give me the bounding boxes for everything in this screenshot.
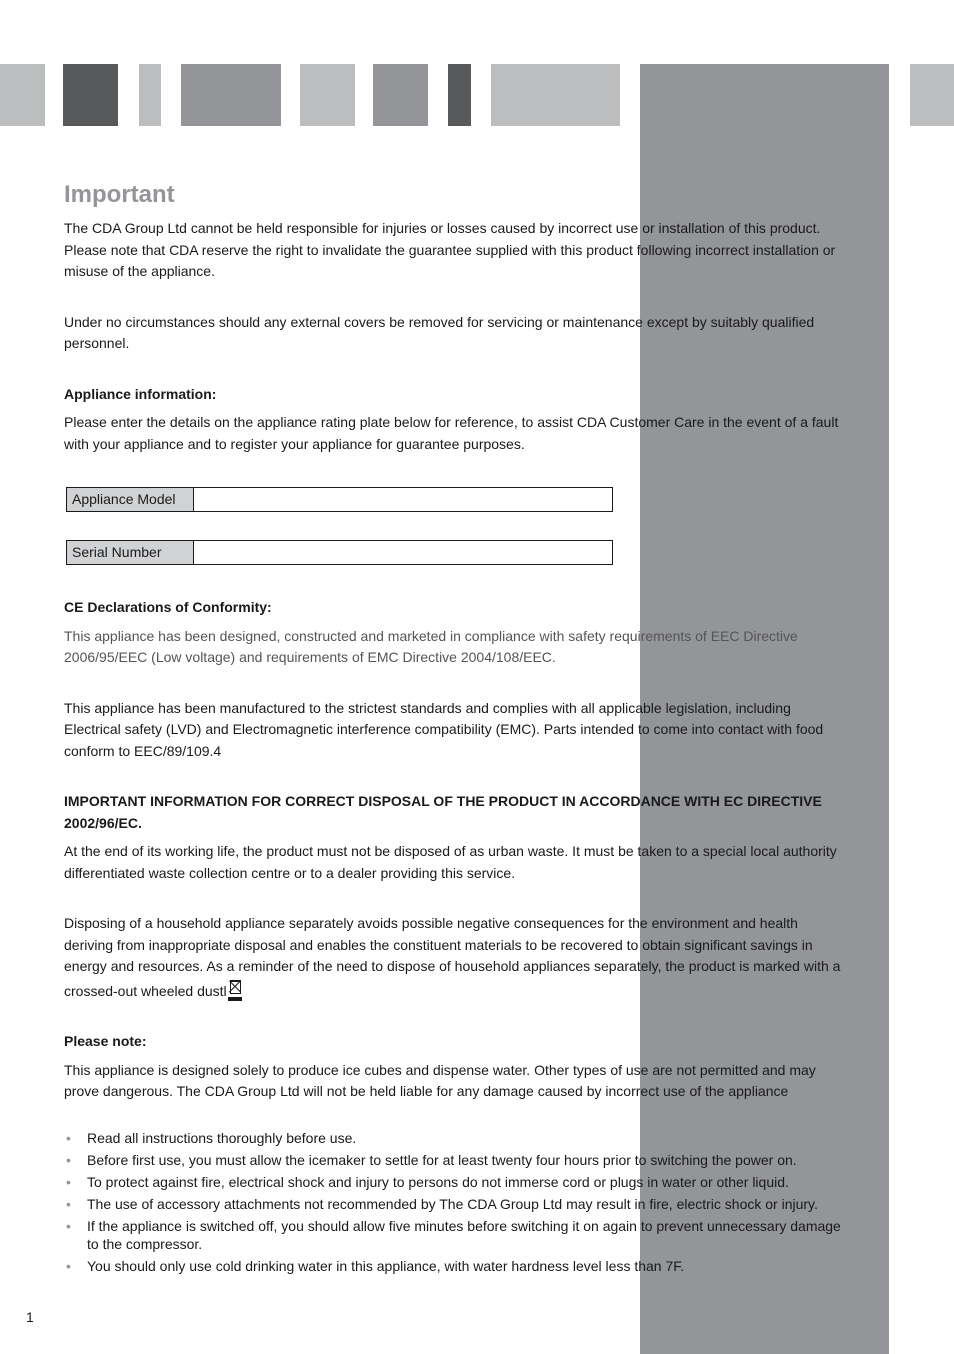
header-block-7 bbox=[448, 64, 471, 126]
list-item: • Read all instructions thoroughly before use. bbox=[66, 1129, 357, 1146]
serial-number-field bbox=[66, 540, 613, 565]
page-content bbox=[64, 180, 844, 1279]
list-item: • Before first use, you must allow the icemaker to settle for at least twenty four hours prior to switching the power on. bbox=[66, 1151, 797, 1168]
page-number: 1 bbox=[26, 1309, 34, 1325]
crossed-out-wheeled-bin-icon bbox=[227, 978, 243, 1002]
ce-heading: CE Declarations of Conformity: bbox=[64, 599, 272, 615]
bullet-icon: • bbox=[66, 1129, 71, 1146]
intro-paragraph-2: Under no circumstances should any external covers be removed for servicing or maintenance except by suitably qualified personnel. bbox=[64, 313, 815, 351]
header-block-1 bbox=[0, 64, 45, 126]
bullet-icon: • bbox=[66, 1173, 71, 1190]
header-block-2 bbox=[63, 64, 118, 126]
instruction-list bbox=[64, 1129, 844, 1275]
header-block-9 bbox=[910, 64, 954, 126]
header-block-5 bbox=[300, 64, 355, 126]
appliance-info-heading: Appliance information: bbox=[64, 385, 217, 402]
appliance-model-label: Appliance Model bbox=[67, 488, 194, 512]
please-note-heading: Please note: bbox=[64, 1033, 147, 1049]
header-block-6 bbox=[373, 64, 428, 126]
list-item: • You should only use cold drinking water in this appliance, with water hardness level less than 7F. bbox=[66, 1257, 685, 1274]
intro-paragraph-1: The CDA Group Ltd cannot be held responsible for injuries or losses caused by incorrect use or installation of this product. Please note that CDA reserve the right to invalidate the guarantee supplied with this product following incorrect installation or misuse of the appliance. bbox=[64, 220, 836, 279]
list-item: • To protect against fire, electrical shock and injury to persons do not immerse cord or plugs in water or other liquid. bbox=[66, 1173, 789, 1190]
header-block-4 bbox=[181, 64, 281, 126]
serial-number-input[interactable] bbox=[194, 541, 613, 565]
bullet-icon: • bbox=[66, 1257, 71, 1274]
please-note-text: This appliance is designed solely to produce ice cubes and dispense water. Other types of use are not permitted and may prove dangerous. The CDA Group Ltd will not be held liable for any damage caused by incorrect use of the appliance bbox=[64, 1061, 816, 1099]
disposal-paragraph-1: At the end of its working life, the product must not be disposed of as urban waste. It must be taken to a special local authority differentiated waste collection centre or to a dealer providing this service. bbox=[64, 843, 837, 881]
bullet-icon: • bbox=[66, 1195, 71, 1212]
appliance-model-input[interactable] bbox=[194, 488, 613, 512]
ce-paragraph-1: This appliance has been designed, constructed and marketed in compliance with safety requirements of EEC Directive 2006/95/EEC (Low voltage) and requirements of EMC Directive 2004/108/EEC. bbox=[64, 627, 798, 665]
header-block-8 bbox=[491, 64, 620, 126]
page-title: Important bbox=[64, 181, 175, 208]
disposal-paragraph-2-text: Disposing of a household appliance separately avoids possible negative consequences for the environment and health deriving from inappropriate disposal and enables the constituent materials to be recovered to obtain significant savings in energy and resources. As a reminder of the need to dispose of household appliances separately, the product is marked with a crossed-out wheeled dustl bbox=[64, 915, 841, 999]
list-item: • The use of accessory attachments not recommended by The CDA Group Ltd may result in fire, electric shock or injury. bbox=[66, 1195, 818, 1212]
disposal-paragraph-2 bbox=[64, 913, 844, 1002]
ce-paragraph-2: This appliance has been manufactured to the strictest standards and complies with all applicable legislation, including Electrical safety (LVD) and Electromagnetic interference compatibility (EMC). Parts intended to come into contact with food conform to EEC/89/109.4 bbox=[64, 699, 824, 759]
list-item: • If the appliance is switched off, you should allow five minutes before switching it on again to prevent unnecessary damage to the compressor. bbox=[66, 1217, 841, 1252]
header-block-3 bbox=[139, 64, 161, 126]
appliance-model-field bbox=[66, 487, 613, 512]
bullet-icon: • bbox=[66, 1151, 71, 1168]
disposal-heading: IMPORTANT INFORMATION FOR CORRECT DISPOSAL OF THE PRODUCT IN ACCORDANCE WITH EC DIRECTIVE 2002/96/EC. bbox=[64, 793, 822, 831]
bullet-icon: • bbox=[66, 1217, 71, 1234]
appliance-info-text: Please enter the details on the appliance rating plate below for reference, to assist CDA Customer Care in the event of a fault with your appliance and to register your appliance for guarantee purposes. bbox=[64, 414, 839, 452]
serial-number-label: Serial Number bbox=[67, 541, 194, 565]
